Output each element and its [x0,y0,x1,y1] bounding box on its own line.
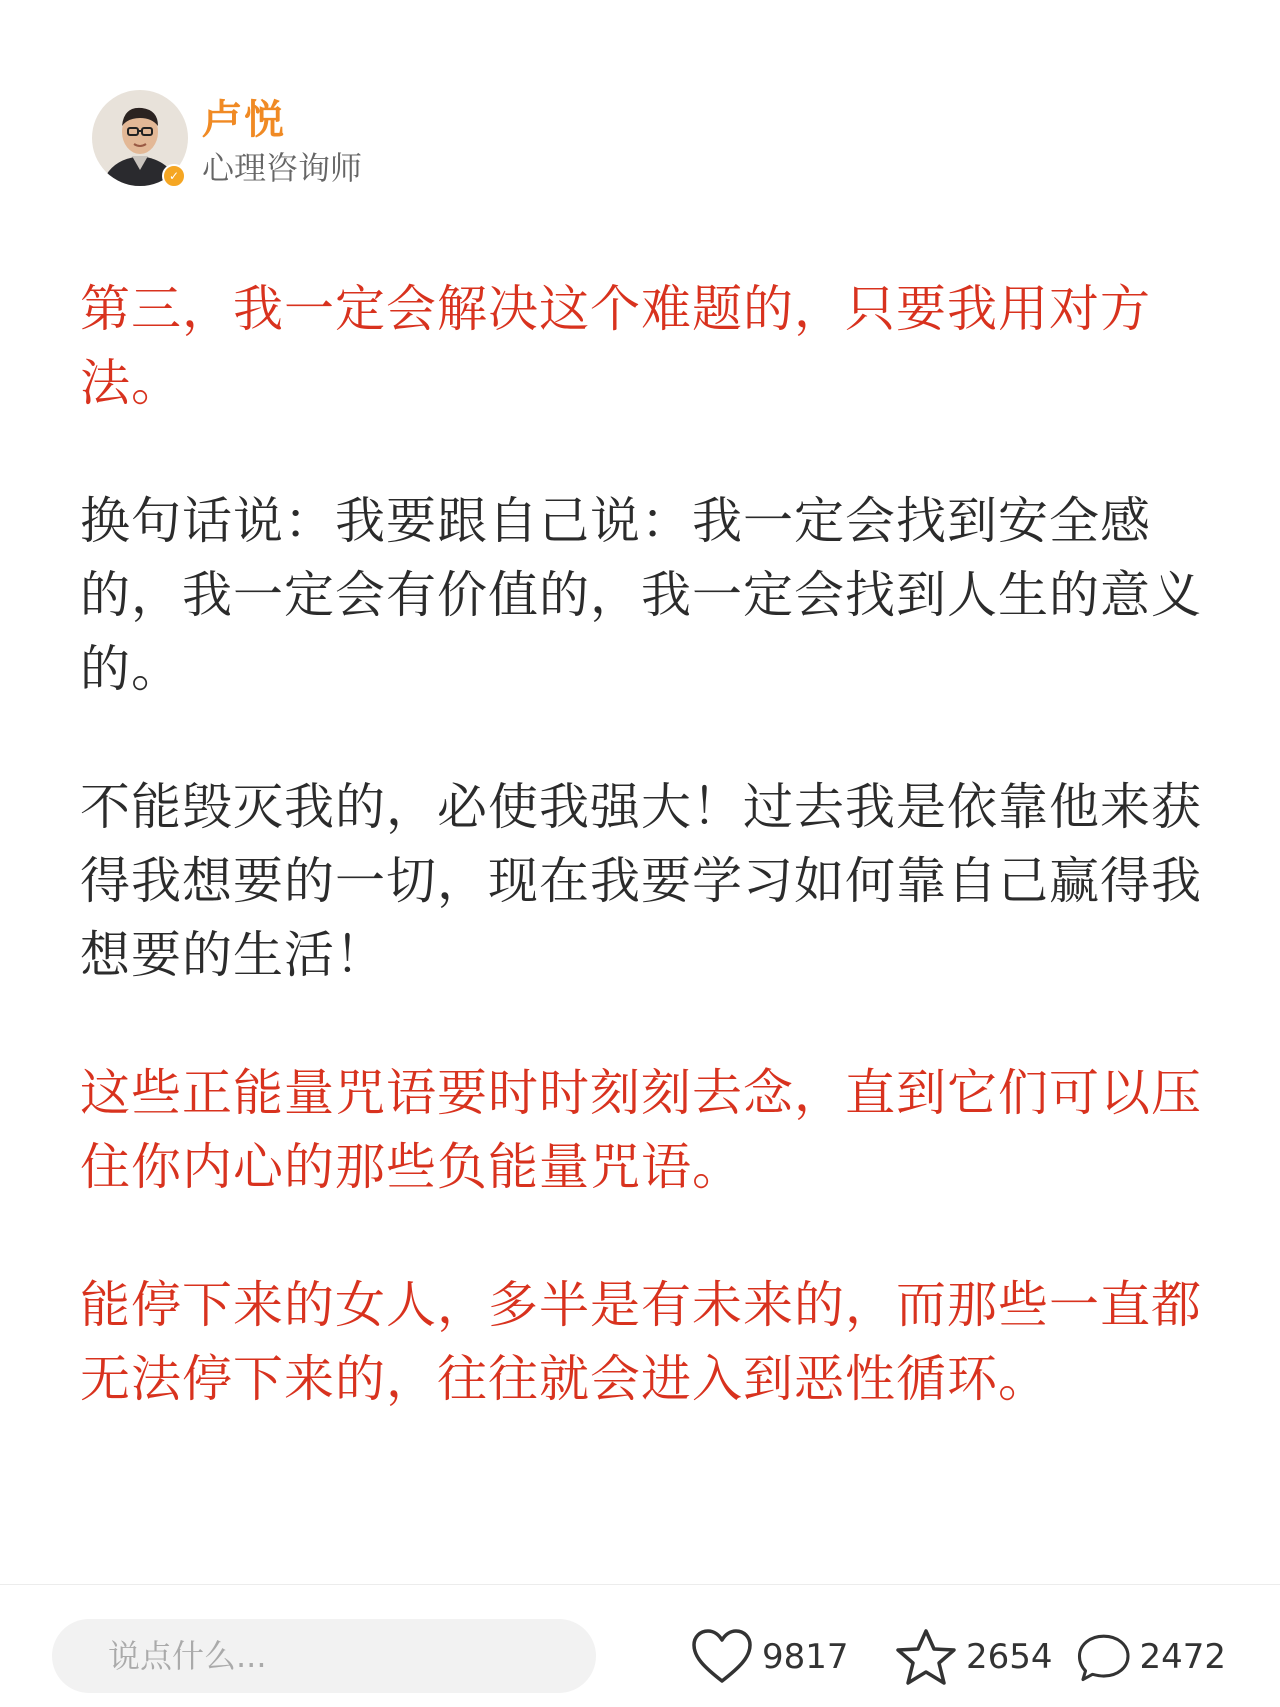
heart-icon [690,1627,754,1687]
author-header [92,90,692,190]
comment-input[interactable] [52,1619,596,1693]
post-paragraph: 第三，我一定会解决这个难题的，只要我用对方法。 [80,280,1151,412]
post-paragraph: 能停下来的女人，多半是有未来的，而那些一直都无法停下来的，往往就会进入到恶性循环。 [80,1276,1202,1408]
author-name[interactable]: 卢悦 [202,97,286,143]
like-count: 9817 [762,1637,849,1677]
comment-bubble-icon [1076,1627,1131,1687]
favorite-button[interactable] [894,1627,1053,1687]
avatar[interactable] [92,90,188,186]
post-content [80,272,1210,1480]
favorite-count: 2654 [966,1637,1053,1677]
comment-count: 2472 [1139,1637,1226,1677]
comment-button[interactable] [1076,1627,1226,1687]
star-icon [894,1627,958,1687]
like-button[interactable] [690,1627,849,1687]
post-paragraph: 换句话说：我要跟自己说：我一定会找到安全感的，我一定会有价值的，我一定会找到人生的意义的。 [80,492,1202,698]
author-title: 心理咨询师 [202,149,363,187]
post-paragraph: 不能毁灭我的，必使我强大！过去我是依靠他来获得我想要的一切，现在我要学习如何靠自己赢得我想要的生活！ [80,778,1202,984]
action-bar [0,1584,1280,1707]
verified-badge-icon: ✓ [162,164,186,188]
post-paragraph: 这些正能量咒语要时时刻刻去念，直到它们可以压住你内心的那些负能量咒语。 [80,1064,1202,1196]
